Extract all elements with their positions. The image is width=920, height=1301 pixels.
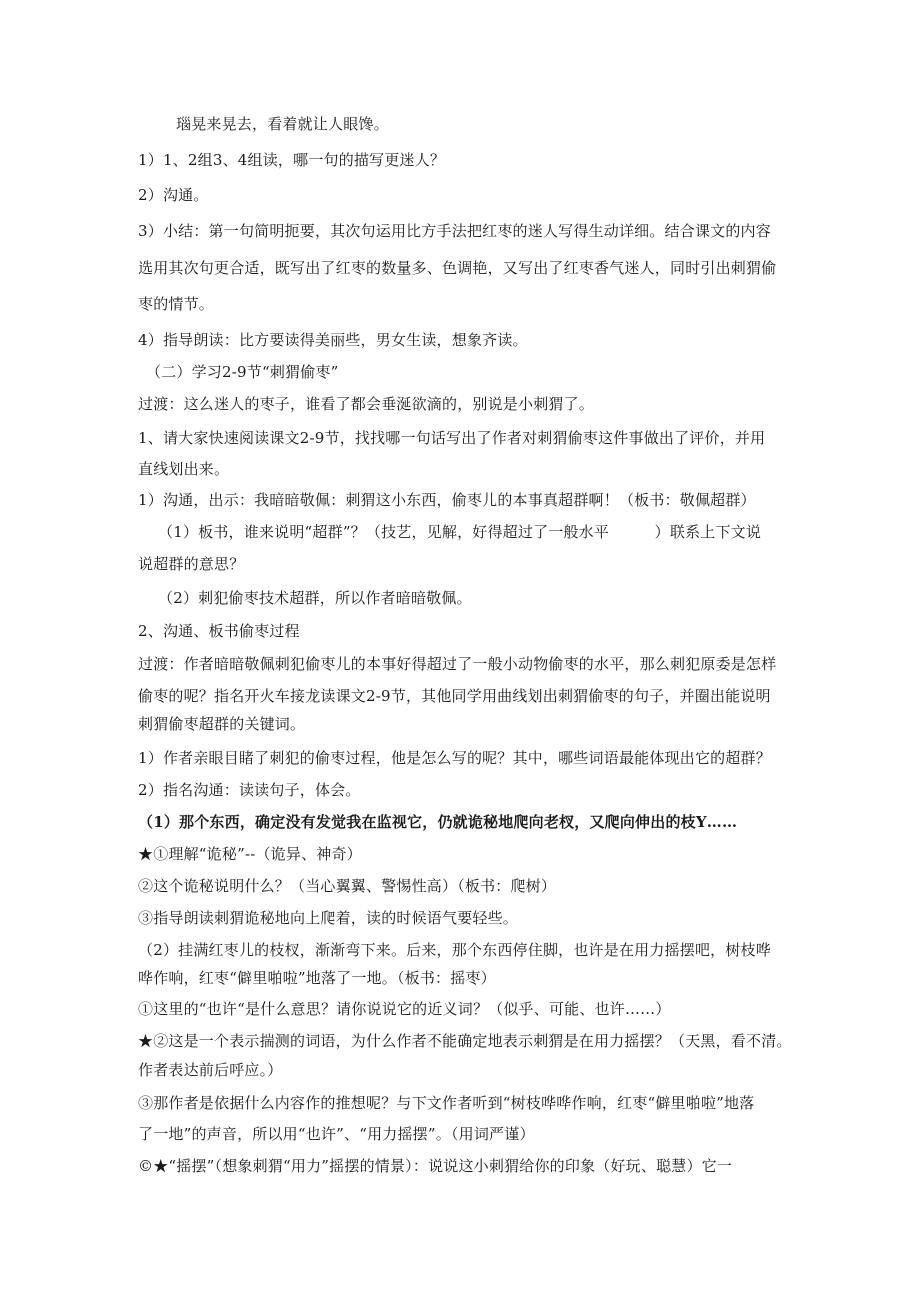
text-line: ①这里的“也许“是什么意思？请你说说它的近义词？（似乎、可能、也许……） (138, 1000, 671, 1018)
text-line: 4）指导朗读：比方要读得美丽些，男女生读，想象齐读。 (138, 331, 528, 349)
text-line: 作者表达前后呼应。） (138, 1061, 283, 1079)
text-line: ③指导朗读刺猬诡秘地向上爬着，读的时候语气要轻些。 (138, 909, 519, 927)
text-line: 直线划出来。 (138, 460, 230, 478)
text-line: 选用其次句更合适，既写出了红枣的数量多、色调艳，又写出了红枣香气迷人，同时引出刺猬偷 (138, 259, 777, 277)
text-line: 了一地”的声音，所以用“也许”、“用力摇摆”。（用词严谨） (138, 1125, 535, 1143)
text-line: 枣的情节。 (138, 295, 215, 313)
text-line: ★①理解“诡秘”--（诡异、神奇） (138, 845, 362, 863)
text-line: 3）小结：第一句简明扼要，其次句运用比方手法把红枣的迷人写得生动详细。结合课文的内容 (138, 222, 771, 240)
text-line: 2）指名沟通：读读句子，体会。 (138, 781, 361, 799)
text-line: 2）沟通。 (138, 186, 209, 204)
text-line: 2、沟通、板书偷枣过程 (138, 622, 300, 640)
text-line: 偷枣的呢？指名开火车接龙读课文2-9节，其他同学用曲线划出刺猬偷枣的句子，并圈出能说明 (138, 687, 771, 705)
text-line: ②这个诡秘说明什么？（当心翼翼、警惕性高）（板书：爬树） (138, 877, 557, 895)
text-line: 刺猬偷枣超群的关键词。 (138, 715, 306, 733)
text-line: ©★“摇摆”（想象刺猬“用力”摇摆的情景）：说说这小刺猬给你的印象（好玩、聪慧）它一 (138, 1157, 733, 1175)
text-line: （1）那个东西，确定没有发觉我在监视它，仍就诡秘地爬向老杈，又爬向伸出的枝Y…… (138, 813, 738, 831)
text-line: 说超群的意思？ (138, 555, 245, 573)
text-line: （2）挂满红枣儿的枝杈，渐渐弯下来。后来，那个东西停住脚，也许是在用力摇摆吧，树枝哗 (138, 941, 771, 959)
text-line: （2）刺犯偷枣技术超群，所以作者暗暗敬佩。 (158, 589, 472, 607)
text-line: 1）作者亲眼目睹了刺犯的偷枣过程，他是怎么写的呢？其中，哪些词语最能体现出它的超群？ (138, 749, 771, 767)
text-line: 瑙晃来晃去，看着就让人眼馋。 (176, 115, 389, 133)
text-line: （1）板书，谁来说明“超群”？（技艺，见解，好得超过了一般水平 ）联系上下文说 (158, 523, 762, 541)
text-line: 哗作响，红枣“僻里啪啦”地落了一地。（板书：摇枣） (138, 969, 496, 987)
text-line: 1）沟通，出示：我暗暗敬佩：刺猬这小东西，偷枣儿的本事真超群啊！（板书：敬佩超群） (138, 491, 756, 509)
text-line: 1、请大家快速阅读课文2-9节，找找哪一句话写出了作者对刺猬偷枣这件事做出了评价，并用 (138, 429, 766, 447)
text-line: ★②这是一个表示揣测的词语，为什么作者不能确定地表示刺猬是在用力摇摆？（天黑，看不清。 (138, 1032, 792, 1050)
text-line: ③那作者是依据什么内容作的推想呢？与下文作者听到“树枝哗哗作响，红枣“僻里啪啦”地落 (138, 1094, 755, 1112)
text-line: 过渡：作者暗暗敬佩刺犯偷枣儿的本事好得超过了一般小动物偷枣的水平，那么刺犯原委是怎样 (138, 655, 777, 673)
section-heading: （二）学习2-9节“刺猬偷枣” (146, 363, 339, 381)
text-line: 1）1、2组3、4组读，哪一句的描写更迷人？ (138, 151, 446, 169)
text-line: 过渡：这么迷人的枣子，谁看了都会垂涎欲滴的，别说是小刺猬了。 (138, 395, 595, 413)
